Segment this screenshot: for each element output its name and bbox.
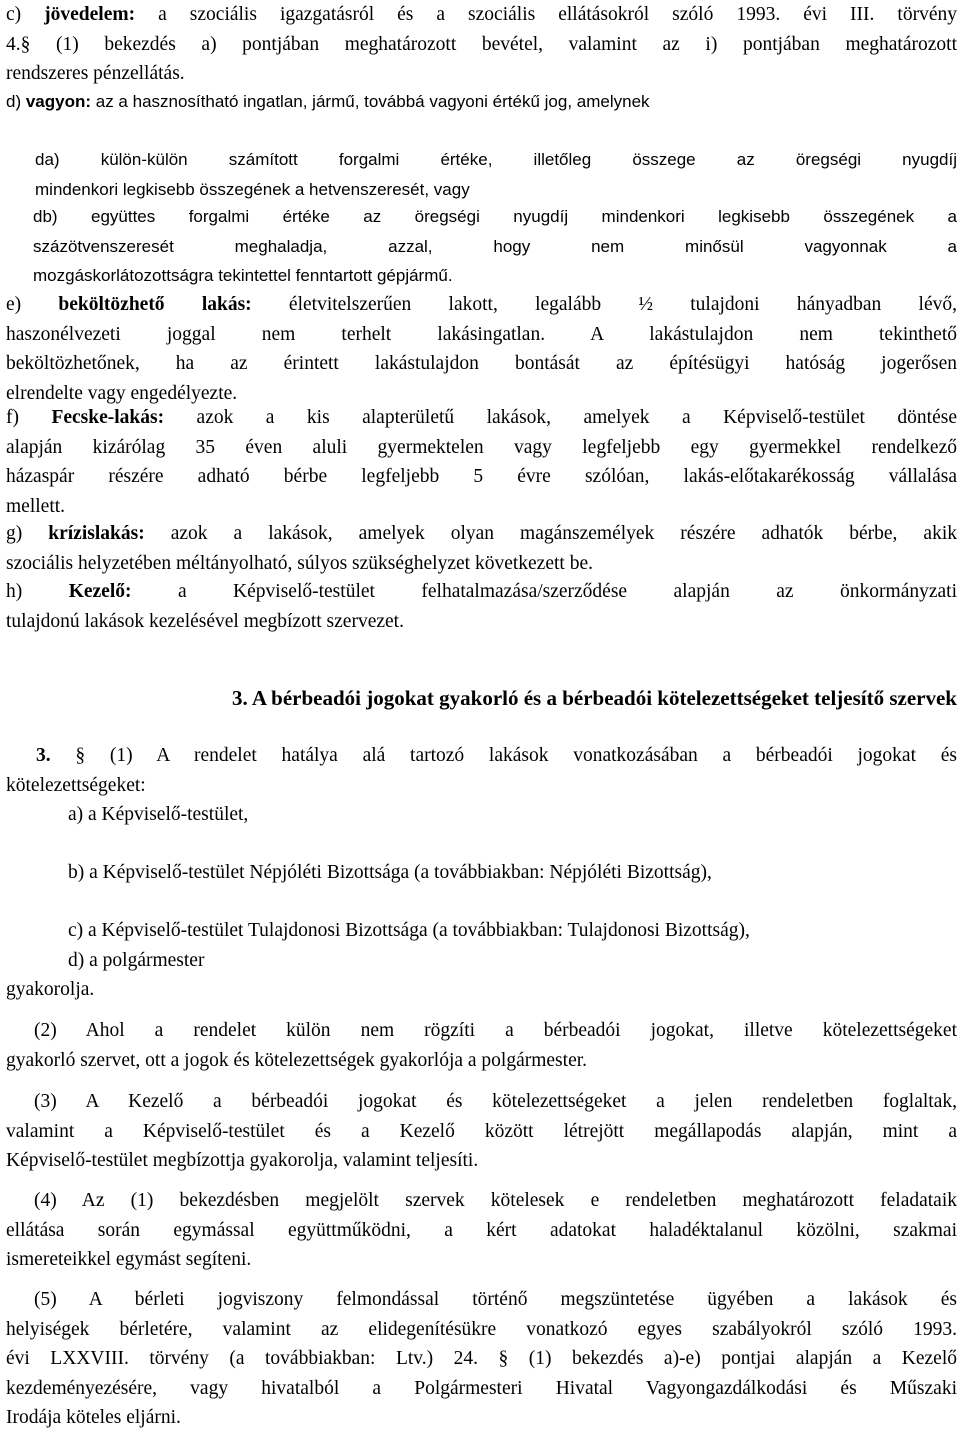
list-item: b) a Képviselő-testület Népjóléti Bizottsága (a továbbiakban: Népjóléti Bizottság), — [68, 862, 712, 883]
definition-d-line-1: d) vagyon: az a hasznosítható ingatlan, jármű, továbbá vagyoni értékű jog, amelynek — [6, 92, 650, 111]
section-3-paragraph-4 — [6, 1186, 957, 1275]
definition-f-line-3: házaspár részére adható bérbe legfeljebb 5 évre szólóan, lakás-előtakarékosság vállalása — [6, 466, 957, 487]
definition-g-term: krízislakás: — [48, 523, 145, 544]
definition-h — [6, 577, 957, 636]
definition-g-line-1: g) krízislakás: azok a lakások, amelyek olyan magánszemélyek részére adhatók bérbe, akik — [6, 523, 958, 544]
definition-h-line-1: h) Kezelő: a Képviselő-testület felhatalmazása/szerződése alapján az önkormányzati — [6, 581, 958, 602]
definition-f-line-4: mellett. — [6, 495, 66, 517]
definition-d-da — [35, 145, 957, 204]
paragraph-line: (2) Ahol a rendelet külön nem rögzíti a bérbeadói jogokat, illetve kötelezettségeket — [34, 1020, 957, 1041]
closing-text: gyakorolja. — [6, 979, 95, 1000]
paragraph-line: ismereteikkel egymást segíteni. — [6, 1249, 252, 1270]
paragraph-line: ellátása során egymással együttműködni, a kért adatokat haladéktalanul közölni, szakmai — [6, 1219, 957, 1241]
paragraph-line: évi LXXVIII. törvény (a továbbiakban: Ltv.) 24. § (1) bekezdés a)-e) pontjai alapján a Kezelő — [6, 1348, 957, 1369]
definition-h-line-2: tulajdonú lakások kezelésével megbízott szervezet. — [6, 610, 404, 632]
list-item: c) a Képviselő-testület Tulajdonosi Bizottsága (a továbbiakban: Tulajdonosi Bizottság), — [68, 920, 750, 941]
paragraph-line: kezdeményezésére, vagy hivatalból a Polgármesteri Hivatal Vagyongazdálkodási és Műszaki — [6, 1377, 957, 1399]
paragraph-line: helyiségek bérletére, valamint az elidegenítésükre vonatkozó egyes szabályokról szóló 1993. — [6, 1318, 957, 1340]
section-3-paragraph-2 — [6, 1016, 957, 1075]
list-item: d) a polgármester — [68, 950, 205, 971]
definition-e-line-2: haszonélvezeti joggal nem terhelt lakásingatlan. A lakástulajdon nem tekinthető — [6, 323, 957, 345]
definition-e-line-4: elrendelte vagy engedélyezte. — [6, 382, 238, 404]
list-item: a) a Képviselő-testület, — [68, 804, 249, 825]
definition-f-line-1: f) Fecske-lakás: azok a kis alapterületű lakások, amelyek a Képviselő-testület döntése — [6, 407, 957, 428]
definition-d-da-line-2: mindenkori legkisebb összegének a hetvenszeresét, vagy — [35, 179, 470, 199]
definition-c-line-1: c) jövedelem: a szociális igazgatásról és a szociális ellátásokról szóló 1993. évi III. törvény — [6, 4, 957, 25]
closing-wrap — [6, 975, 94, 1005]
section-3-paragraph-3 — [6, 1087, 957, 1176]
paragraph-line: Képviselő-testület megbízottja gyakorolja, valamint teljesíti. — [6, 1150, 479, 1171]
definition-f-line-2: alapján kizárólag 35 éven aluli gyermektelen vagy legfeljebb egy gyermekkel rendelkező — [6, 436, 957, 458]
definition-d-da-line-1: da) külön-külön számított forgalmi értéke, illetőleg összege az öregségi nyugdíj — [35, 150, 957, 169]
definition-d-term: vagyon: — [25, 92, 92, 111]
definition-c — [6, 0, 957, 89]
definition-e — [6, 290, 957, 408]
section-3-paragraph-5 — [6, 1285, 957, 1433]
definition-d-db-line-1: db) együttes forgalmi értéke az öregségi nyugdíj mindenkori legkisebb összegének a — [33, 207, 957, 226]
section-3-heading: 3. A bérbeadói jogokat gyakorló és a bérbeadói kötelezettségeket teljesítő szervek — [232, 686, 957, 710]
definition-g — [6, 519, 957, 578]
definition-f — [6, 403, 957, 521]
paragraph-line: valamint a Képviselő-testület és a Kezelő között létrejött megállapodás alapján, mint a — [6, 1120, 957, 1142]
definition-d — [6, 87, 957, 117]
section-number: 3. — [36, 745, 51, 766]
definition-c-line-3: rendszeres pénzellátás. — [6, 63, 185, 84]
definition-e-line-1: e) beköltözhető lakás: életvitelszerűen lakott, legalább ½ tulajdoni hányadban lévő, — [6, 294, 957, 315]
section-3-paragraph-1-line-1: 3. § (1) A rendelet hatálya alá tartozó lakások vonatkozásában a bérbeadói jogokat és — [36, 745, 957, 766]
definition-c-line-2: 4.§ (1) bekezdés a) pontjában meghatározott bevétel, valamint az i) pontjában meghatározott — [6, 33, 957, 55]
paragraph-line: (4) Az (1) bekezdésben megjelölt szervek kötelesek e rendeletben meghatározott feladataik — [34, 1190, 957, 1211]
section-3-heading-wrap — [6, 684, 957, 714]
section-3-paragraph-1-line-2: kötelezettségeket: — [6, 774, 146, 796]
definition-d-db-line-3: mozgáskorlátozottságra tekintettel fenntartott gépjármű. — [33, 266, 453, 285]
paragraph-line: gyakorló szervet, ott a jogok és kötelezettségek gyakorlója a polgármester. — [6, 1049, 588, 1071]
definition-f-term: Fecske-lakás: — [51, 407, 165, 428]
definition-c-term: jövedelem: — [44, 4, 136, 25]
definition-e-term: beköltözhető lakás: — [58, 294, 252, 315]
definition-d-db — [33, 202, 957, 291]
definition-e-line-3: beköltözhetőnek, ha az érintett lakástulajdon bontását az építésügyi hatóság jogerősen — [6, 353, 957, 374]
paragraph-line: (3) A Kezelő a bérbeadói jogokat és kötelezettségeket a jelen rendeletben foglaltak, — [34, 1091, 957, 1112]
section-3-paragraph-1 — [6, 741, 957, 800]
definition-h-term: Kezelő: — [68, 581, 132, 602]
paragraph-line: (5) A bérleti jogviszony felmondással történő megszüntetése ügyében a lakások és — [34, 1289, 957, 1310]
definition-d-db-line-2: százötvenszeresét meghaladja, azzal, hogy nem minősül vagyonnak a — [33, 236, 957, 256]
paragraph-line: Irodája köteles eljárni. — [6, 1407, 181, 1428]
definition-g-line-2: szociális helyzetében méltányolható, súlyos szükséghelyzet következett be. — [6, 552, 593, 574]
